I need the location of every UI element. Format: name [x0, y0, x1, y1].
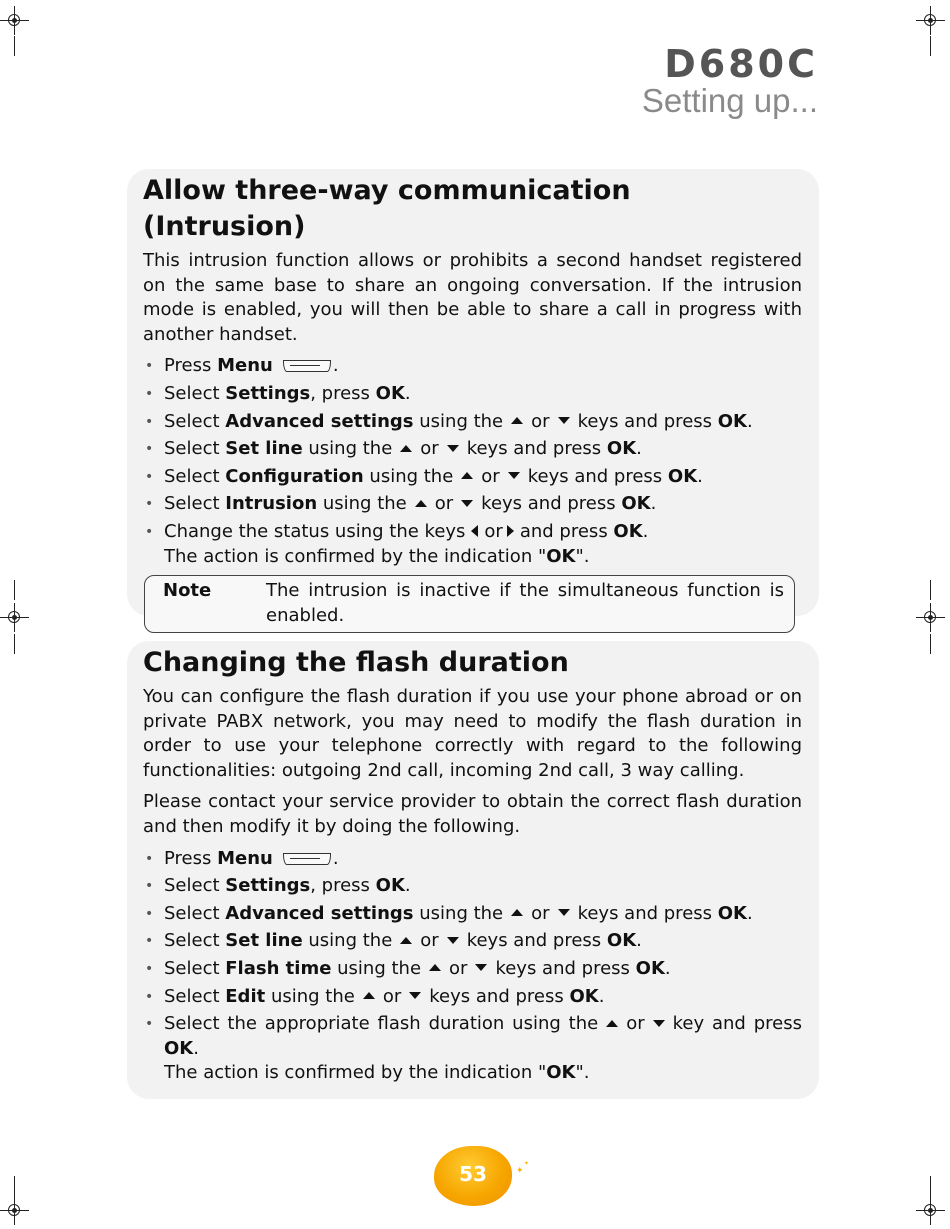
intrusion-section: [127, 169, 819, 626]
crop-tick: [14, 1176, 15, 1196]
step-list: [143, 354, 802, 569]
registration-mark-mid-left: [0, 603, 30, 633]
list-item: • Press Menu .: [143, 847, 802, 872]
list-item: • Select Advanced settings using the or keys and press OK.: [143, 902, 802, 927]
crop-tick: [930, 634, 931, 654]
list-item: • Select Set line using the or keys and press OK.: [143, 437, 802, 462]
crop-tick: [930, 36, 931, 56]
crop-tick: [930, 580, 931, 600]
up-arrow-icon: [415, 500, 427, 507]
list-item: • Press Menu .: [143, 354, 802, 379]
down-arrow-icon: [558, 909, 570, 916]
sparkle-icon: ✦: [516, 1166, 524, 1176]
page-number: 53: [434, 1146, 512, 1206]
down-arrow-icon: [447, 445, 459, 452]
left-arrow-icon: [471, 525, 478, 537]
section-intro: This intrusion function allows or prohibits a second handset registered on the same base to share an ongoing conversation. If the intrusion mode is enabled, you will then be able to share a call in progress with another handset.: [143, 250, 802, 345]
up-arrow-icon: [511, 909, 523, 916]
left-softkey-icon: [283, 360, 331, 372]
down-arrow-icon: [447, 937, 459, 944]
registration-mark-mid-right: [916, 603, 946, 633]
note-label: Note: [163, 580, 212, 602]
registration-mark-bottom-right: [916, 1196, 946, 1226]
up-arrow-icon: [511, 417, 523, 424]
section-intro: You can configure the flash duration if you use your phone abroad or on private PABX network, you may need to modify the flash duration in order to use your telephone correctly with regard to the following functionalities: outgoing 2nd call, incoming 2nd call, 3 way calling.: [143, 686, 802, 781]
sparkle-icon: ✦: [524, 1160, 530, 1167]
step-list: [143, 847, 802, 1086]
down-arrow-icon: [653, 1020, 665, 1027]
note-text: The intrusion is inactive if the simultaneous function is enabled.: [266, 580, 784, 626]
list-item: • Select Flash time using the or keys and press OK.: [143, 957, 802, 982]
crop-tick: [14, 36, 15, 56]
list-item: • Select Advanced settings using the or keys and press OK.: [143, 410, 802, 435]
registration-mark-bottom-left: [0, 1196, 30, 1226]
note-box: [144, 575, 795, 633]
chapter-subtitle: Setting up...: [641, 82, 818, 119]
registration-mark-top-left: [0, 6, 30, 36]
model-name: D680C: [664, 42, 818, 86]
list-item: • Select Edit using the or keys and press OK.: [143, 985, 802, 1010]
flash-duration-section: [127, 641, 819, 1099]
list-item: • Change the status using the keys or and press OK. The action is confirmed by the indication "OK".: [143, 520, 802, 569]
section-title: Changing the flash duration: [143, 647, 569, 678]
up-arrow-icon: [400, 937, 412, 944]
down-arrow-icon: [508, 472, 520, 479]
section-intro-2: Please contact your service provider to obtain the correct flash duration and then modify it by doing the following.: [143, 791, 802, 837]
right-arrow-icon: [507, 525, 514, 537]
list-item: • Select the appropriate flash duration using the or key and press OK. The action is confirmed by the indication "OK".: [143, 1012, 802, 1086]
list-item: • Select Set line using the or keys and press OK.: [143, 929, 802, 954]
down-arrow-icon: [409, 992, 421, 999]
list-item: • Select Intrusion using the or keys and press OK.: [143, 492, 802, 517]
up-arrow-icon: [429, 964, 441, 971]
list-item: • Select Settings, press OK.: [143, 382, 802, 407]
up-arrow-icon: [363, 992, 375, 999]
list-item: • Select Settings, press OK.: [143, 874, 802, 899]
registration-mark-top-right: [916, 6, 946, 36]
left-softkey-icon: [283, 853, 331, 865]
down-arrow-icon: [461, 500, 473, 507]
up-arrow-icon: [606, 1020, 618, 1027]
crop-tick: [930, 1176, 931, 1196]
up-arrow-icon: [400, 445, 412, 452]
header: [642, 44, 818, 118]
crop-tick: [14, 580, 15, 600]
up-arrow-icon: [461, 472, 473, 479]
down-arrow-icon: [475, 964, 487, 971]
down-arrow-icon: [558, 417, 570, 424]
section-title: Allow three-way communication (Intrusion): [143, 175, 631, 242]
list-item: • Select Configuration using the or keys and press OK.: [143, 465, 802, 490]
crop-tick: [14, 634, 15, 654]
